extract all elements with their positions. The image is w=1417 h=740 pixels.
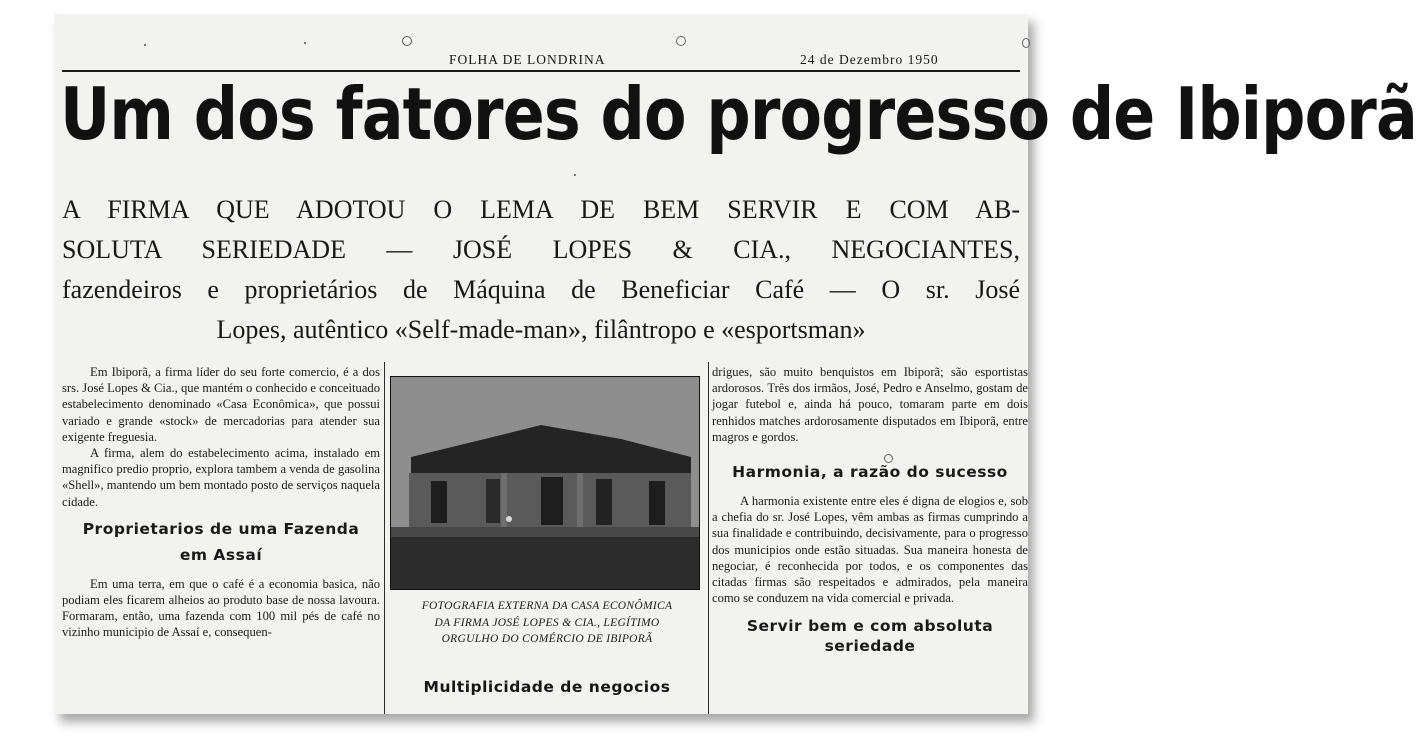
print-speck (1022, 38, 1030, 48)
subheadline (62, 190, 1020, 350)
caption-line: DA FIRMA JOSÉ LOPES & CIA., LEGÍTIMO (434, 616, 660, 629)
print-speck (884, 454, 893, 463)
paragraph: A firma, alem do estabelecimento acima, instalado em magnifico predio proprio, explora tambem a venda de gasolina «Shell», mantendo um bem montado posto de serviços naquela cidade. (62, 446, 380, 509)
caption-line: FOTOGRAFIA EXTERNA DA CASA ECONÔMICA (421, 600, 673, 612)
paragraph: A harmonia existente entre eles é digna de elogios e, sob a chefia do sr. José Lopes, vêm ambas as firmas cumprindo a sua finalidade e contribuindo, decisivamente, para o progresso dos municipios onde estão situadas. Sua maneira honesta de negociar, é reconhecida por todos, e os componentes das citadas firmas são respeitados e admirados, pela maneira como se conduzem na vida comercial e privada. (712, 494, 1028, 606)
paragraph: Em Ibiporã, a firma líder do seu forte comercio, é a dos srs. José Lopes & Cia., que mantém o conhecido e conceituado estabelecimento denominado «Casa Econômica», que possui variado e grande «stock» de mercadorias para atender sua exigente freguesia. (62, 365, 380, 444)
newspaper-clipping (54, 14, 1417, 714)
newspaper-name: FOLHA DE LONDRINA (449, 52, 606, 67)
section-heading-line: Servir bem e com absoluta (746, 617, 994, 636)
subheadline-line: A FIRMA QUE ADOTOU O LEMA DE BEM SERVIR E COM AB- (62, 195, 1020, 224)
section-heading-line: seriedade (824, 637, 916, 656)
print-speck (402, 36, 412, 46)
caption-line: ORGULHO DO COMÉRCIO DE IBIPORÃ (441, 633, 653, 645)
building-photo-image (391, 377, 699, 589)
section-heading-negocios: Multiplicidade de negocios (423, 678, 671, 696)
masthead (54, 52, 1028, 72)
section-heading-line: em Assaí (179, 545, 263, 564)
print-speck (144, 44, 146, 46)
paragraph: drigues, são muito benquistos em Ibiporã; são esportistas ardorosos. Três dos irmãos, José, Pedro e Anselmo, gostam de jogar futebol e, ainda há pouco, tomaram parte em dois renhidos matches ardorosamente disputados em Ibiporã, entre magros e gordos. (712, 365, 1028, 444)
subheadline-line: SOLUTA SERIEDADE — JOSÉ LOPES & CIA., NEGOCIANTES, (62, 235, 1020, 264)
column-divider (708, 362, 709, 714)
headline: Um dos fatores do progresso de Ibiporã (60, 72, 1417, 156)
section-heading-harmonia: Harmonia, a razão do sucesso (732, 463, 1008, 482)
article-column-3 (712, 364, 1028, 664)
print-speck (676, 36, 686, 46)
section-heading-fazenda (62, 516, 380, 568)
section-heading-servir (712, 616, 1028, 656)
print-speck (574, 174, 576, 176)
section-heading-line: Proprietarios de uma Fazenda (82, 519, 360, 538)
article-column-1 (62, 364, 380, 641)
publication-date: 24 de Dezembro 1950 (800, 52, 939, 67)
subheadline-line: Lopes, autêntico «Self-made-man», filântropo e «esportsman» (216, 315, 866, 344)
column-divider (384, 362, 385, 714)
print-speck (304, 42, 306, 44)
subheadline-line: fazendeiros e proprietários de Máquina de Beneficiar Café — O sr. José (62, 275, 1020, 304)
photo-caption (388, 598, 706, 648)
paragraph: Em uma terra, em que o café é a economia basica, não podiam eles ficarem alheios ao produto base de nossa lavoura. Formaram, então, uma fazenda com 100 mil pés de café no vizinho municipio de Assaí e, consequen- (62, 576, 380, 640)
store-photograph (390, 376, 700, 590)
